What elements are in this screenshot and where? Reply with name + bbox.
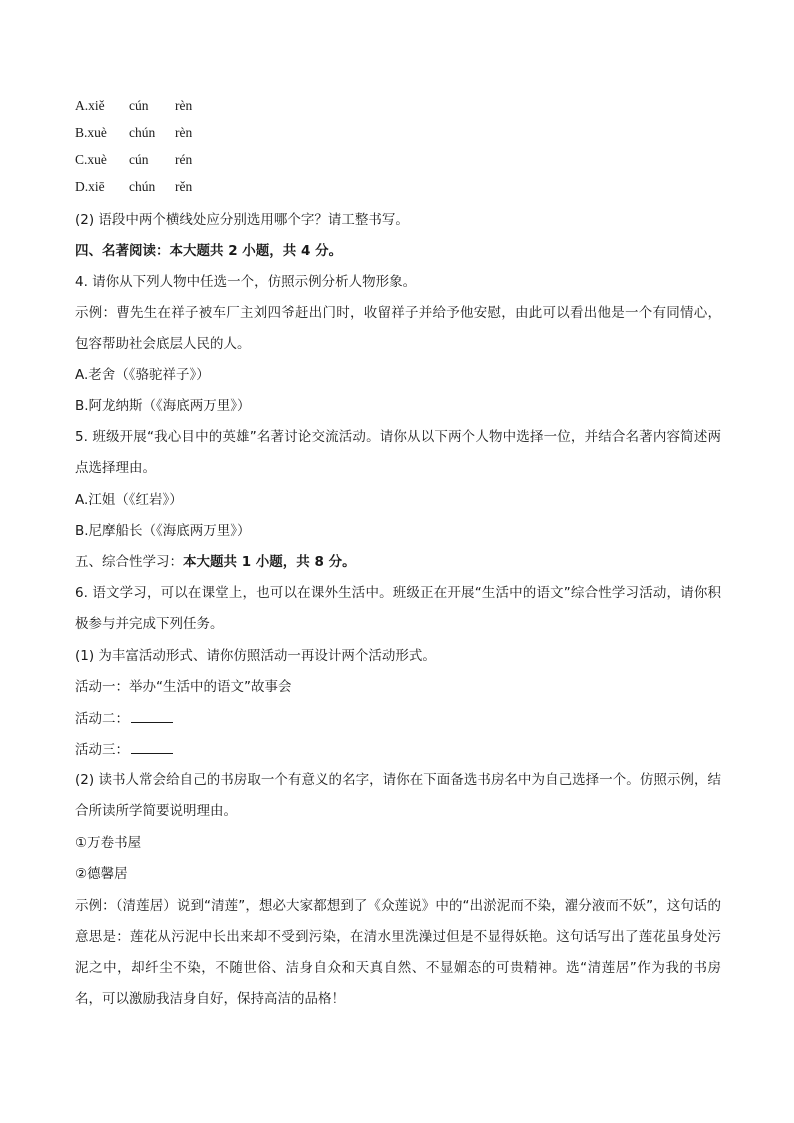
section-title: 五、综合性学习： (75, 554, 183, 570)
option-label: C.xuè (75, 152, 107, 167)
option-a (75, 97, 215, 115)
option-label: A.xiě (75, 98, 105, 113)
option-label: D.xiē (75, 179, 105, 194)
question-6-prompt: 6. 语文学习，可以在课堂上，也可以在课外生活中。班级正在开展“生活中的语文”综合性学习活动，请你积极参与并完成下列任务。 (75, 585, 721, 632)
option-pinyin-1: cún (129, 98, 149, 113)
question-4-example: 示例：曹先生在祥子被车厂主刘四爷赶出门时，收留祥子并给予他安慰，由此可以看出他是一个有同情心，包容帮助社会底层人民的人。 (75, 305, 721, 352)
section-title: 四、名著阅读： (75, 243, 170, 259)
section-4-heading (75, 242, 342, 260)
question-4-option-b: B.阿龙纳斯（《海底两万里》） (75, 398, 251, 414)
option-pinyin-1: cún (129, 152, 149, 167)
question-4-option-a: A.老舍（《骆驼祥子》） (75, 367, 210, 383)
section-detail: 本大题共 2 小题，共 4 分。 (169, 243, 343, 259)
answer-blank (131, 709, 173, 723)
question-6-sub2: (2) 读书人常会给自己的书房取一个有意义的名字，请你在下面备选书房名中为自己选择一个。仿照示例，结合所读所学简要说明理由。 (75, 772, 721, 819)
activity-3 (75, 740, 173, 759)
option-pinyin-2: rén (175, 152, 193, 167)
option-pinyin-2: rěn (175, 179, 193, 194)
option-label: B.xuè (75, 125, 107, 140)
option-pinyin-1: chún (129, 179, 156, 194)
option-pinyin-2: rèn (175, 98, 193, 113)
book-room-choice-2: ②德馨居 (75, 866, 128, 882)
question-4-prompt: 4. 请你从下列人物中任选一个，仿照示例分析人物形象。 (75, 274, 417, 290)
question-6-example: 示例：（清莲居）说到“清莲”，想必大家都想到了《众莲说》中的“出淤泥而不染，濯分液而不妖”，这句话的意思是：莲花从污泥中长出来却不受到污染，在清水里洗澡过但是不显得妖艳。这句话写出了莲花虽身处污泥之中，却纤尘不染，不随世俗、洁身自众和天真自然、不显媚态的可贵精神。选“清莲居”作为我的书房名，可以激励我洁身自好，保持高洁的品格！ (75, 898, 721, 1007)
question-2-2: (2) 语段中两个横线处应分别选用哪个字？请工整书写。 (75, 212, 409, 228)
option-c (75, 151, 215, 169)
question-5-prompt: 5. 班级开展“我心目中的英雄”名著讨论交流活动。请你从以下两个人物中选择一位，并结合名著内容简述两点选择理由。 (75, 429, 721, 476)
activity-1: 活动一：举办“生活中的语文”故事会 (75, 679, 292, 695)
option-b (75, 124, 215, 142)
question-5-option-a: A.江姐（《红岩》） (75, 492, 183, 508)
book-room-choice-1: ①万卷书屋 (75, 835, 142, 851)
question-6-sub1: (1) 为丰富活动形式、请你仿照活动一再设计两个活动形式。 (75, 648, 436, 664)
activity-2 (75, 709, 173, 728)
section-5-heading (75, 553, 356, 571)
option-pinyin-1: chún (129, 125, 156, 140)
option-pinyin-2: rèn (175, 125, 193, 140)
activity-2-label: 活动二： (75, 711, 129, 727)
answer-blank (131, 740, 173, 754)
section-detail: 本大题共 1 小题，共 8 分。 (183, 554, 356, 570)
activity-3-label: 活动三： (75, 742, 129, 758)
option-d (75, 178, 215, 196)
question-5-option-b: B.尼摩船长（《海底两万里》） (75, 523, 251, 539)
